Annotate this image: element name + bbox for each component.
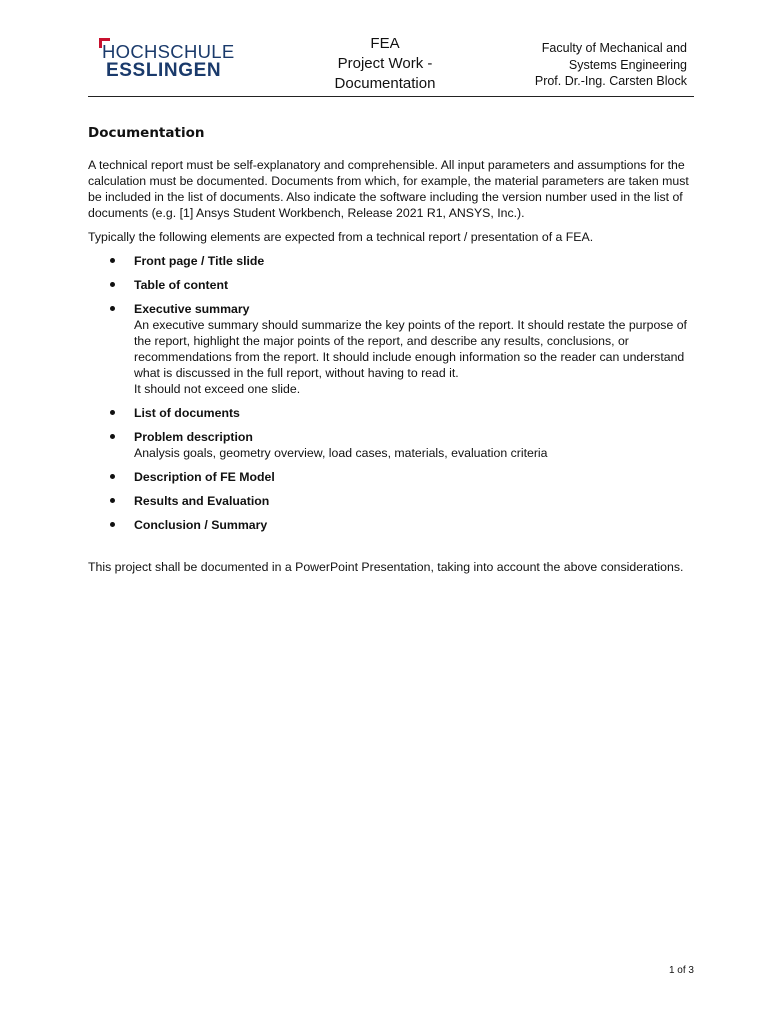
logo-text-line1: HOCHSCHULE <box>102 41 235 62</box>
list-item <box>88 253 694 269</box>
list-item-title: Results and Evaluation <box>134 494 270 508</box>
list-item <box>88 517 694 533</box>
bullet-icon <box>110 522 115 527</box>
list-item <box>88 493 694 509</box>
page-number: 1 of 3 <box>668 965 694 976</box>
document-body <box>88 124 694 583</box>
list-item <box>88 301 694 397</box>
header-faculty-info <box>487 40 687 90</box>
list-item-description: Analysis goals, geometry overview, load cases, materials, evaluation criteria <box>134 446 548 460</box>
list-item-title: Table of content <box>134 278 229 292</box>
list-item-title: Executive summary <box>134 302 250 316</box>
header-center-line: Documentation <box>334 75 436 92</box>
list-item-title: Description of FE Model <box>134 470 275 484</box>
header-right-line: Faculty of Mechanical and <box>541 41 687 55</box>
list-item <box>88 405 694 421</box>
list-item-description: It should not exceed one slide. <box>134 382 301 396</box>
list-item-title: Front page / Title slide <box>134 254 265 268</box>
list-item <box>88 469 694 485</box>
header-divider <box>88 96 694 97</box>
university-logo <box>99 38 235 82</box>
closing-paragraph: This project shall be documented in a PowerPoint Presentation, taking into account the above considerations. <box>88 560 684 574</box>
lead-paragraph: Typically the following elements are expected from a technical report / presentation of a FEA. <box>88 230 594 244</box>
page-header <box>88 32 694 96</box>
header-center-line: FEA <box>370 35 400 52</box>
list-item-title: Problem description <box>134 430 253 444</box>
expected-elements-list <box>88 253 694 533</box>
bullet-icon <box>110 434 115 439</box>
bullet-icon <box>110 258 115 263</box>
list-item <box>88 429 694 461</box>
logo-text-line2: ESSLINGEN <box>106 60 222 81</box>
list-item-title: Conclusion / Summary <box>134 518 268 532</box>
intro-paragraph: A technical report must be self-explanatory and comprehensible. All input parameters and assumptions for the calculation must be documented. Documents from which, for example, the material parameters are taken must be included in the list of documents. Also indicate the software including the version number used in the list of documents (e.g. [1] Ansys Student Workbench, Release 2021 R1, ANSYS, Inc.). <box>88 158 689 220</box>
list-item-description: An executive summary should summarize the key points of the report. It should restate the purpose of the report, highlight the major points of the report, and describe any results, conclusions, or recommendations from the report. It should include enough information so the reader can understand what is discussed in the full report, without having to read it. <box>134 318 687 380</box>
header-center-line: Project Work - <box>337 55 433 72</box>
bullet-icon <box>110 498 115 503</box>
bullet-icon <box>110 410 115 415</box>
header-document-title <box>310 34 460 94</box>
list-item-title: List of documents <box>134 406 240 420</box>
header-right-line: Systems Engineering <box>568 57 687 72</box>
bullet-icon <box>110 306 115 311</box>
bullet-icon <box>110 474 115 479</box>
section-heading: Documentation <box>88 125 205 141</box>
header-right-line: Prof. Dr.-Ing. Carsten Block <box>534 74 687 88</box>
bullet-icon <box>110 282 115 287</box>
list-item <box>88 277 694 293</box>
